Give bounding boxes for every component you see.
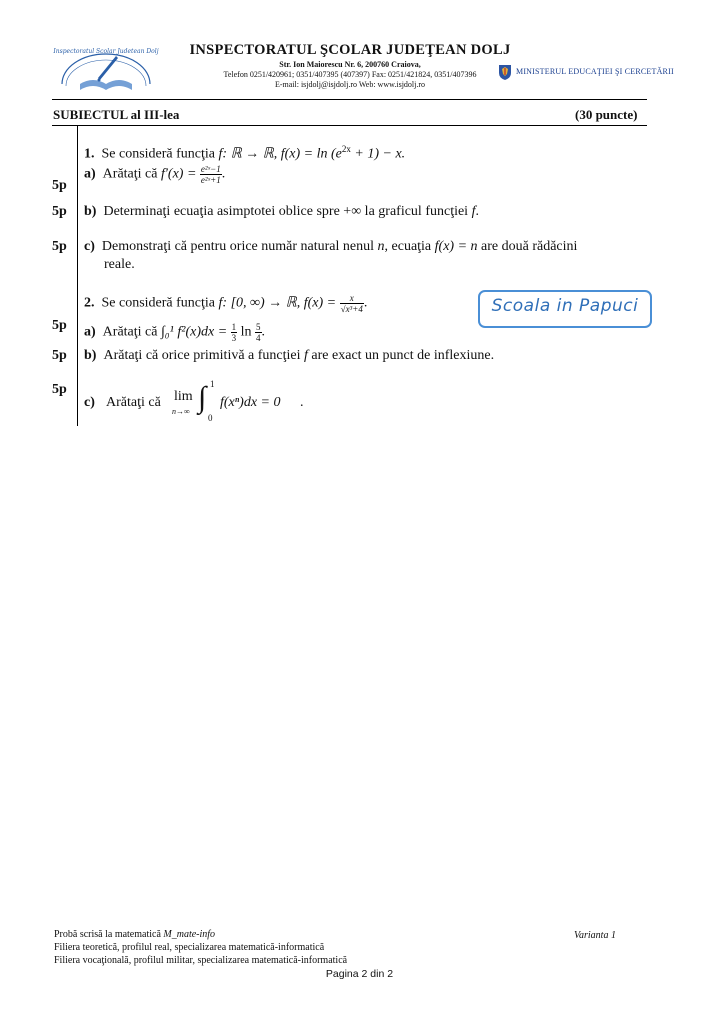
- footer-track-theoretical: Filiera teoretică, profilul real, specializarea matematică-informatică: [54, 942, 325, 953]
- problem-2a: a) Arătaţi că ∫₀¹ f²(x)dx = $\frac{1}{3}$ ln $\frac{5}{4}$ .: [84, 322, 266, 343]
- subject-title: SUBIECTUL al III-lea: [53, 107, 180, 122]
- svg-text:Inspectoratul Scolar Judetean: Inspectoratul Scolar Judetean Dolj: [53, 48, 159, 55]
- inspectorate-contact: E-mail: isjdolj@isjdolj.ro Web: www.isjdolj.ro: [274, 80, 426, 89]
- footer-exam-line: Probă scrisă la matematică M_mate-info: [54, 929, 216, 940]
- points-2b: 5p: [52, 348, 67, 363]
- inspectorate-title: INSPECTORATUL ŞCOLAR JUDEŢEAN DOLJ: [189, 42, 511, 58]
- problem-1-statement: 1. Se consideră funcţia f: ℝ → ℝ, $f(x) = \ln (e^{2x} + 1) - x$.: [84, 144, 406, 162]
- points-1b: 5p: [52, 204, 67, 219]
- problem-2b: b) Arătaţi că orice primitivă a funcţiei f are exact un punct de inflexiune.: [84, 348, 495, 363]
- inspectorate-phone: Telefon 0251/420961; 0351/407395 (407397) Fax: 0251/421824, 0351/407396: [223, 70, 477, 79]
- subject-points: (30 puncte): [575, 107, 638, 122]
- problem-1c: c) Demonstraţi că pentru orice număr natural nenul n, ecuaţia f(x) = n are două rădăcini: [84, 239, 578, 254]
- points-1c: 5p: [52, 239, 67, 254]
- problem-1a: a) Arătaţi că f′(x) = $\frac{\text{e²ˣ−1}}{\text{e²ˣ+1}}$ .: [84, 164, 226, 185]
- page-number: Pagina 2 din 2: [325, 968, 394, 980]
- problem-1b: b) Determinaţi ecuaţia asimptotei oblice spre +∞ la graficul funcţiei f.: [84, 204, 479, 219]
- romania-crest-icon: [497, 63, 513, 81]
- subject-divider: [52, 125, 647, 126]
- footer-track-vocational: Filiera vocaţională, profilul militar, specializarea matematică-informatică: [54, 955, 348, 966]
- problem-2-statement: 2. Se consideră funcţia f: [0, ∞) → ℝ, f(x) = $\frac{x}{\text{√x³+4}}$ .: [84, 293, 368, 314]
- points-column-divider: [77, 126, 78, 426]
- problem-1c-continued: reale.: [104, 257, 135, 272]
- fraction: $\frac{1}{3}$: [231, 322, 237, 343]
- school-inspectorate-logo: [52, 36, 160, 98]
- fraction: $\frac{\text{e²ˣ−1}}{\text{e²ˣ+1}}$: [200, 164, 221, 185]
- footer-variant: Varianta 1: [574, 930, 616, 941]
- fraction: $\frac{x}{\text{√x³+4}}$: [340, 293, 363, 314]
- ministry-name: MINISTERUL EDUCAŢIEI ŞI CERCETĂRII: [516, 67, 674, 76]
- inspectorate-address: Str. Ion Maiorescu Nr. 6, 200760 Craiova,: [279, 60, 421, 69]
- points-2c: 5p: [52, 382, 67, 397]
- stamp-text: Scoala in Papuci: [491, 296, 639, 316]
- fraction: $\frac{5}{4}$: [256, 322, 261, 343]
- points-1a: 5p: [52, 178, 67, 193]
- points-2a: 5p: [52, 318, 67, 333]
- integral-sign: ∫: [198, 381, 207, 414]
- header-divider: [52, 99, 647, 100]
